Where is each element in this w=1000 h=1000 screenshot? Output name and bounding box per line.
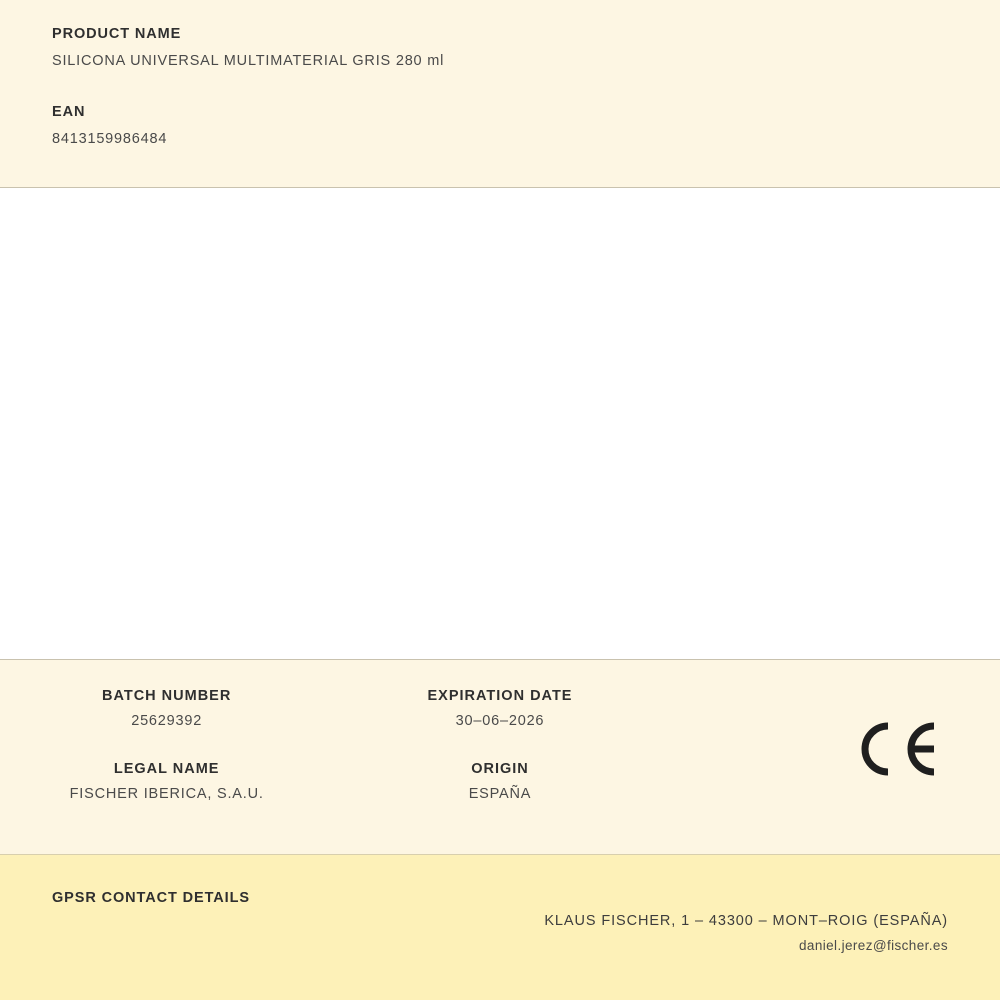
product-name-value: SILICONA UNIVERSAL MULTIMATERIAL GRIS 280 ml (52, 53, 445, 69)
gpsr-email-link[interactable]: daniel.jerez@fischer.es (799, 938, 948, 953)
legal-name-field (0, 761, 333, 802)
product-details-block (0, 660, 1000, 855)
batch-number-value: 25629392 (131, 713, 203, 729)
origin-value: ESPAÑA (468, 786, 532, 802)
ce-mark-icon (854, 718, 940, 780)
gpsr-contact-details (544, 913, 948, 955)
gpsr-footer (0, 855, 1000, 1000)
expiration-date-value: 30–06–2026 (455, 713, 545, 729)
legal-name-value: FISCHER IBERICA, S.A.U. (69, 786, 264, 802)
ce-cell (667, 688, 1000, 729)
product-header-block (0, 0, 1000, 188)
expiration-date-label: EXPIRATION DATE (427, 688, 573, 704)
spacer-cell (667, 761, 1000, 802)
origin-field (333, 761, 666, 802)
batch-number-field (0, 688, 333, 729)
product-name-field (52, 26, 1000, 69)
product-name-label: PRODUCT NAME (52, 26, 182, 42)
ean-field (52, 104, 1000, 147)
ean-value: 8413159986484 (52, 131, 168, 147)
expiration-date-field (333, 688, 666, 729)
product-details-grid (0, 688, 1000, 802)
ean-label: EAN (52, 104, 86, 120)
product-image-area (0, 188, 1000, 660)
batch-number-label: BATCH NUMBER (101, 688, 232, 704)
origin-label: ORIGIN (471, 761, 529, 777)
legal-name-label: LEGAL NAME (113, 761, 220, 777)
gpsr-address: KLAUS FISCHER, 1 – 43300 – MONT–ROIG (ESPAÑA) (544, 913, 948, 929)
gpsr-contact-label: GPSR CONTACT DETAILS (52, 890, 250, 906)
